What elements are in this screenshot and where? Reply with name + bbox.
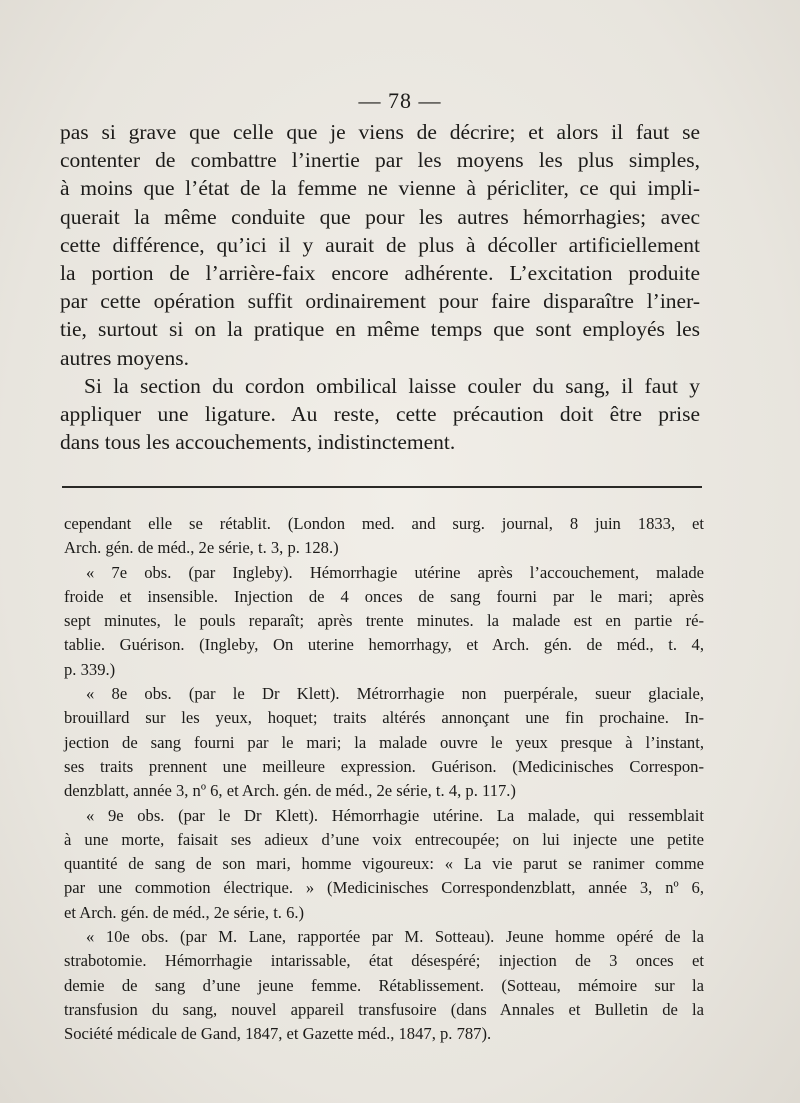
page-number: — 78 — xyxy=(358,88,442,113)
footnote-line: « 9e obs. (par le Dr Klett). Hémorrhagie utérine. La malade, qui ressemblait xyxy=(86,805,704,825)
footnote-line: sept minutes, le pouls reparaît; après trente minutes. la malade est en partie ré- xyxy=(64,611,704,631)
body-line: dans tous les accouchements, indistinctement. xyxy=(60,430,456,455)
footnote-line: « 7e obs. (par Ingleby). Hémorrhagie utérine après l’accouchement, malade xyxy=(86,562,704,582)
footnote-line: quantité de sang de son mari, homme vigoureux: « La vie parut se ranimer comme xyxy=(64,854,704,874)
footnote-line: à une morte, faisait ses adieux d’une voix entrecoupée; on lui injecte une petite xyxy=(64,829,704,849)
body-line: pas si grave que celle que je viens de décrire; et alors il faut se xyxy=(60,120,700,144)
body-line: la portion de l’arrière-faix encore adhérente. L’excitation produite xyxy=(60,260,700,285)
footnote-line: transfusion du sang, nouvel appareil transfusoire (dans Annales et Bulletin de la xyxy=(64,999,704,1019)
footnote-line: « 10e obs. (par M. Lane, rapportée par M. Sotteau). Jeune homme opéré de la xyxy=(86,927,704,947)
footnote-line: ses traits prennent une meilleure expression. Guérison. (Medicinisches Correspon- xyxy=(64,756,704,776)
footnote-line: et Arch. gén. de méd., 2e série, t. 6.) xyxy=(64,902,305,922)
footnote-line: demie de sang d’une jeune femme. Rétablissement. (Sotteau, mémoire sur la xyxy=(64,975,704,995)
footnote-line: tablie. Guérison. (Ingleby, On uterine hemorrhagy, et Arch. gén. de méd., t. 4, xyxy=(64,635,704,655)
footnote-separator-rule xyxy=(62,486,702,488)
footnote-line: cependant elle se rétablit. (London med. and surg. journal, 8 juin 1833, et xyxy=(64,514,704,533)
body-line: Si la section du cordon ombilical laisse couler du sang, il faut y xyxy=(84,373,700,398)
body-line: appliquer une ligature. Au reste, cette précaution doit être prise xyxy=(60,401,700,426)
footnote-line: par une commotion électrique. » (Medicinisches Correspondenzblatt, année 3, nº 6, xyxy=(64,878,704,898)
footnote-line: jection de sang fourni par le mari; la malade ouvre le yeux presque à l’instant, xyxy=(64,732,704,752)
body-line: à moins que l’état de la femme ne vienne à péricliter, ce qui impli- xyxy=(60,176,700,201)
footnote-line: brouillard sur les yeux, hoquet; traits altérés annonçant une fin prochaine. In- xyxy=(64,708,704,728)
footnote-line: Arch. gén. de méd., 2e série, t. 3, p. 128.) xyxy=(64,538,339,558)
footnote-line: Société médicale de Gand, 1847, et Gazette méd., 1847, p. 787). xyxy=(64,1024,492,1044)
footnote-line: strabotomie. Hémorrhagie intarissable, état désespéré; injection de 3 onces et xyxy=(64,951,704,971)
footnote-line: froide et insensible. Injection de 4 onces de sang fourni par le mari; après xyxy=(64,586,704,606)
body-line: tie, surtout si on la pratique en même temps que sont employés les xyxy=(60,317,700,342)
body-line: cette différence, qu’ici il y aurait de plus à décoller artificiellement xyxy=(60,232,700,257)
body-line: contenter de combattre l’inertie par les moyens les plus simples, xyxy=(60,148,700,173)
footnote-line: « 8e obs. (par le Dr Klett). Métrorrhagie non puerpérale, sueur glaciale, xyxy=(86,684,704,704)
body-line: par cette opération suffit ordinairement pour faire disparaître l’iner- xyxy=(60,289,700,314)
body-line: autres moyens. xyxy=(60,345,189,370)
footnotes xyxy=(64,512,704,1047)
footnote-line: denzblatt, année 3, nº 6, et Arch. gén. de méd., 2e série, t. 4, p. 117.) xyxy=(64,781,516,801)
body-text xyxy=(60,118,700,456)
footnote-line: p. 339.) xyxy=(64,659,116,679)
body-line: querait la même conduite que pour les autres hémorrhagies; avec xyxy=(60,204,700,229)
